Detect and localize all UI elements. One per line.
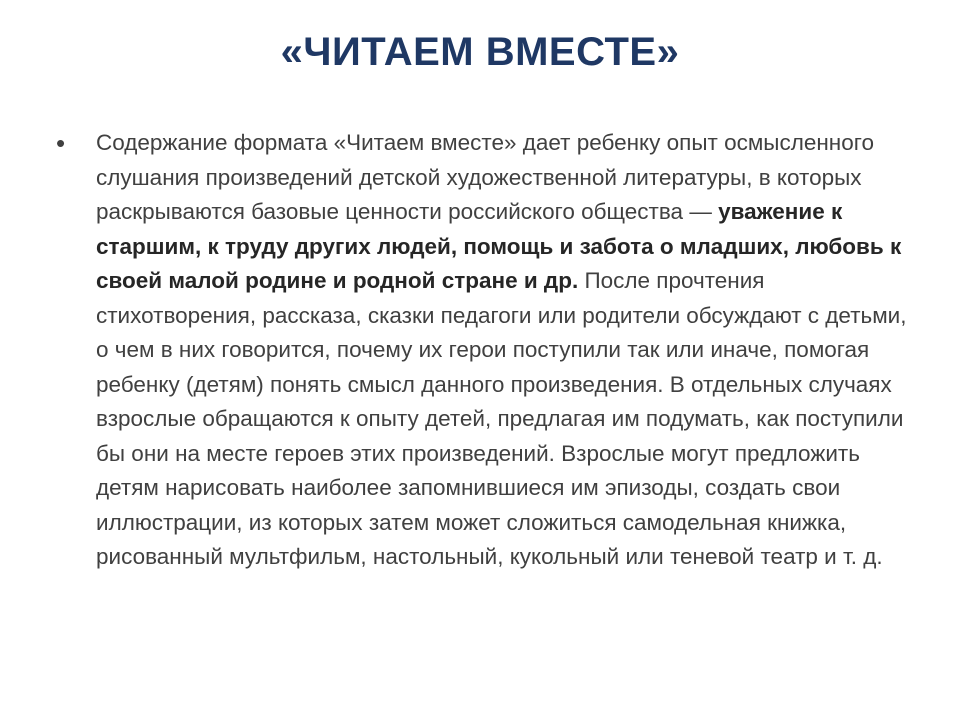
paragraph-text-intro: Содержание формата «Читаем вместе» дает ребенку опыт осмысленного слушания произведений детской художественной литературы, в которых раскрываются базовые ценности российского общества — [96,130,874,224]
bullet-paragraph [96,126,911,575]
slide-title: «ЧИТАЕМ ВМЕСТЕ» [280,30,680,74]
bullet-marker: • [56,128,66,158]
paragraph-text-rest: После прочтения стихотворения, рассказа, сказки педагоги или родители обсуждают с детьми, о чем в них говорится, почему их герои поступили так или иначе, помогая ребенку (детям) понять смысл данного произведения. В отдельных случаях взрослые обращаются к опыту детей, предлагая им подумать, как поступили бы они на месте героев этих произведений. Взрослые могут предложить детям нарисовать наиболее запомнившиеся им эпизоды, создать свои иллюстрации, из которых затем может сложиться самодельная книжка, рисованный мультфильм, настольный, кукольный или теневой театр и т. д. [96,268,907,569]
paragraph-text-values-bold: уважение к старшим, к труду других людей, помощь и забота о младших, любовь к своей малой родине и родной стране и др. [96,199,902,293]
